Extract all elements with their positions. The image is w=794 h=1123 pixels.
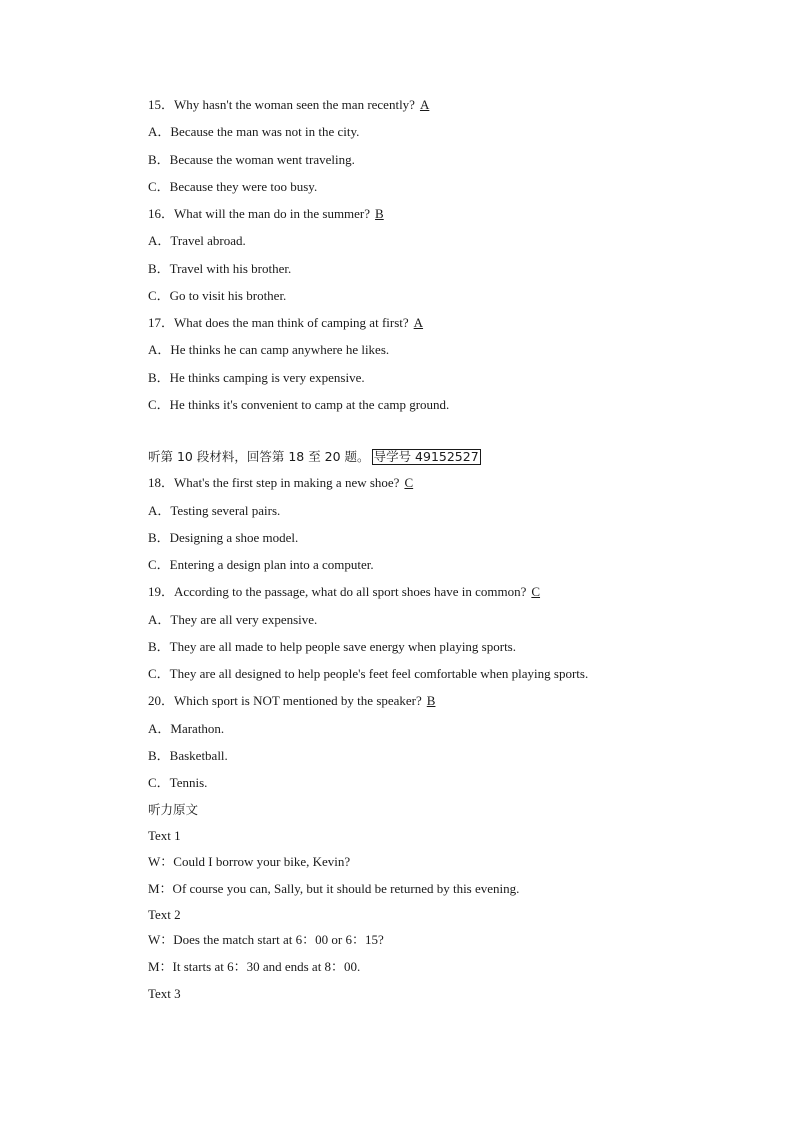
question-20-answer: B — [426, 693, 436, 708]
guide-number-box: 导学号 49152527 — [373, 449, 479, 464]
question-17-option-c: C．He thinks it's convenient to camp at the camp ground. — [148, 397, 450, 412]
question-18-option-c: C．Entering a design plan into a computer. — [148, 557, 374, 572]
question-18 — [148, 475, 422, 491]
question-15-option-a: A．Because the man was not in the city. — [148, 124, 360, 139]
question-15-option-c: C．Because they were too busy. — [148, 179, 318, 194]
transcript-text-1-man: M：Of course you can, Sally, but it should be returned by this evening. — [148, 881, 520, 896]
question-17 — [148, 315, 432, 331]
question-16-answer: B — [375, 206, 384, 221]
section-10-heading — [148, 449, 481, 465]
question-18-option-b: B．Designing a shoe model. — [148, 530, 299, 545]
transcript-text-1-title: Text 1 — [148, 828, 181, 843]
transcript-text-3-title: Text 3 — [148, 986, 181, 1001]
question-19-option-a: A．They are all very expensive. — [148, 612, 318, 627]
question-16-option-b: B．Travel with his brother. — [148, 261, 292, 276]
question-17-answer: A — [413, 315, 424, 330]
question-16-option-a: A．Travel abroad. — [148, 233, 246, 248]
question-18-text: 18．What's the first step in making a new shoe? — [148, 475, 400, 490]
question-17-option-a: A．He thinks he can camp anywhere he likes. — [148, 342, 390, 357]
transcript-text-2-woman: W：Does the match start at 6：00 or 6：15? — [148, 932, 384, 947]
transcript-text-1-woman: W：Could I borrow your bike, Kevin? — [148, 854, 351, 869]
question-19-option-c: C．They are all designed to help people's feet feel comfortable when playing sports. — [148, 666, 589, 681]
question-19-text: 19．According to the passage, what do all sport shoes have in common? — [148, 584, 527, 599]
question-16-text: 16．What will the man do in the summer? — [148, 206, 371, 221]
question-18-option-a: A．Testing several pairs. — [148, 503, 281, 518]
question-20-option-b: B．Basketball. — [148, 748, 228, 763]
question-20-option-a: A．Marathon. — [148, 721, 225, 736]
question-20 — [148, 693, 444, 709]
transcript-text-2-title: Text 2 — [148, 907, 181, 922]
question-17-text: 17．What does the man think of camping at first? — [148, 315, 409, 330]
question-20-text: 20．Which sport is NOT mentioned by the speaker? — [148, 693, 422, 708]
section-10-heading-text: 听第 10 段材料，回答第 18 至 20 题。 — [148, 449, 370, 464]
question-18-answer: C — [404, 475, 414, 490]
question-15-option-b: B．Because the woman went traveling. — [148, 152, 355, 167]
question-19-answer: C — [531, 584, 541, 599]
question-17-option-b: B．He thinks camping is very expensive. — [148, 370, 365, 385]
question-16-option-c: C．Go to visit his brother. — [148, 288, 287, 303]
question-15 — [148, 97, 438, 113]
transcript-text-2-man: M：It starts at 6：30 and ends at 8：00. — [148, 959, 361, 974]
question-15-text: 15．Why hasn't the woman seen the man recently? — [148, 97, 415, 112]
question-16 — [148, 206, 393, 222]
question-20-option-c: C．Tennis. — [148, 775, 208, 790]
question-19-option-b: B．They are all made to help people save energy when playing sports. — [148, 639, 516, 654]
question-15-answer: A — [419, 97, 430, 112]
question-19 — [148, 584, 549, 600]
transcript-heading: 听力原文 — [148, 802, 199, 817]
